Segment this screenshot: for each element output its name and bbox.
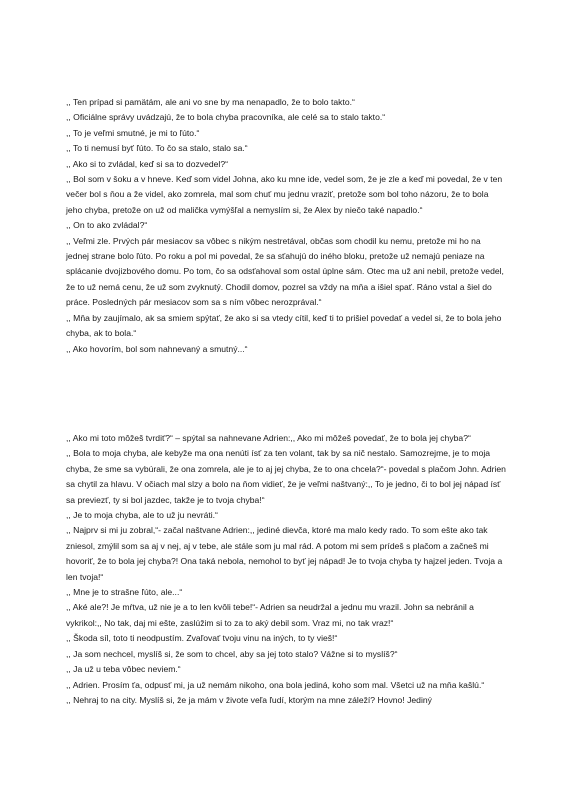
paragraph: ,, To ti nemusí byť ľúto. To čo sa stalo, stalo sa.“	[66, 143, 248, 154]
paragraph: ,, Mne je to strašne ľúto, ale...“	[66, 587, 183, 598]
paragraph: ,, Ja som nechcel, myslíš si, že som to chcel, aby sa jej toto stalo? Vážne si to myslíš?“	[66, 648, 398, 659]
paragraph: ,, To je veľmi smutné, je mi to ľúto.“	[66, 127, 200, 138]
paragraph: ,, Je to moja chyba, ale to už ju nevráti.“	[66, 510, 218, 521]
paragraph: ,, Bol som v šoku a v hneve. Keď som videl Johna, ako ku mne ide, vedel som, že je zle a keď mi povedal, že v ten večer bol s ňou a že videl, ako zomrela, mal som chuť mu jednu vraziť, pretože som bol toho názoru, že to bola jeho chyba, pretože on už od malička vymýšľal a nemyslím si, že Alex by niečo také napadlo.“	[66, 174, 503, 215]
paragraph: ,, Bola to moja chyba, ale kebyže ma ona nenúti ísť za ten volant, tak by sa nič nestalo. Samozrejme, je to moja chyba, že sme sa vybúrali, že ona zomrela, ale je to aj jej chyba, že to ona chcela?“- povedal s plačom John. Adrien sa chytil za hlavu. V očiach mal slzy a bolo na ňom vidieť, že je veľmi naštvaný:,, To je jedno, či to bol jej nápad ísť sa previezť, ty si bol jazdec, takže je to tvoja chyba!“	[66, 448, 506, 505]
dialogue-section-2	[66, 431, 506, 708]
paragraph: ,, Ako mi toto môžeš tvrdiť?“ – spýtal sa nahnevane Adrien:,, Ako mi môžeš povedať, že to bola jej chyba?“	[66, 433, 471, 443]
paragraph: ,, Nehraj to na city. Myslíš si, že ja mám v živote veľa ľudí, ktorým na mne záleží? Hovno! Jediný	[66, 694, 432, 705]
dialogue-section-1	[66, 95, 506, 357]
paragraph: ,, Ja už u teba vôbec neviem.“	[66, 664, 181, 675]
paragraph: ,, Veľmi zle. Prvých pár mesiacov sa vôbec s nikým nestretával, občas som chodil ku nemu, pretože mi ho na jednej strane bolo ľúto. Po roku a pol mi povedal, že sa sťahujú do iného bloku, pretože už nemajú peniaze na splácanie dvojizbového domu. Po tom, čo sa odsťahoval som ostal úplne sám. Otec ma už ani nebil, pretože vedel, že to už nemá cenu, že už som zvyknutý. Chodil domov, pozrel sa vždy na mňa a išiel spať. Ráno vstal a šiel do práce. Posledných pár mesiacov som sa s ním vôbec nerozprával.“	[66, 235, 504, 308]
paragraph: ,, Najprv si mi ju zobral,“- začal naštvane Adrien:,, jediné dievča, ktoré ma malo kedy rado. To som ešte ako tak zniesol, zmýlil som sa aj v nej, aj v tebe, ale stále som ju mal rád. A potom mi sem prídeš s plačom a začneš mi hovoriť, že to bola jej chyba?! Ona taká nebola, nemohol to byť jej nápad! Je to tvoja chyba ty hajzel jeden. Tvoja a len tvoja!“	[66, 525, 503, 582]
paragraph: ,, Aké ale?! Je mŕtva, už nie je a to len kvôli tebe!“- Adrien sa neudržal a jednu mu vrazil. John sa nebránil a vykrikol:,, No tak, daj mi ešte, zaslúžim si to za to aký debil som. Vraz mi, no tak vraz!“	[66, 602, 474, 628]
paragraph: ,, Oficiálne správy uvádzajú, že to bola chyba pracovníka, ale celé sa to stalo takto.“	[66, 112, 386, 123]
paragraph: ,, Ako si to zvládal, keď si sa to dozvedel?“	[66, 158, 228, 169]
paragraph: ,, Škoda síl, toto ti neodpustím. Zvaľovať tvoju vinu na iných, to ty vieš!“	[66, 633, 338, 644]
paragraph: ,, On to ako zvládal?“	[66, 220, 148, 231]
paragraph: ,, Ten prípad si pamätám, ale ani vo sne by ma nenapadlo, že to bolo takto.“	[66, 97, 355, 107]
paragraph: ,, Adrien. Prosím ťa, odpusť mi, ja už nemám nikoho, ona bola jediná, koho som mal. Všetci už na mňa kašlú.“	[66, 679, 485, 690]
paragraph: ,, Ako hovorím, bol som nahnevaný a smutný...“	[66, 343, 248, 354]
paragraph: ,, Mňa by zaujímalo, ak sa smiem spýtať, že ako si sa vtedy cítil, keď ti to prišiel povedať a vedel si, že to bola jeho chyba, ak to bola.“	[66, 312, 502, 339]
